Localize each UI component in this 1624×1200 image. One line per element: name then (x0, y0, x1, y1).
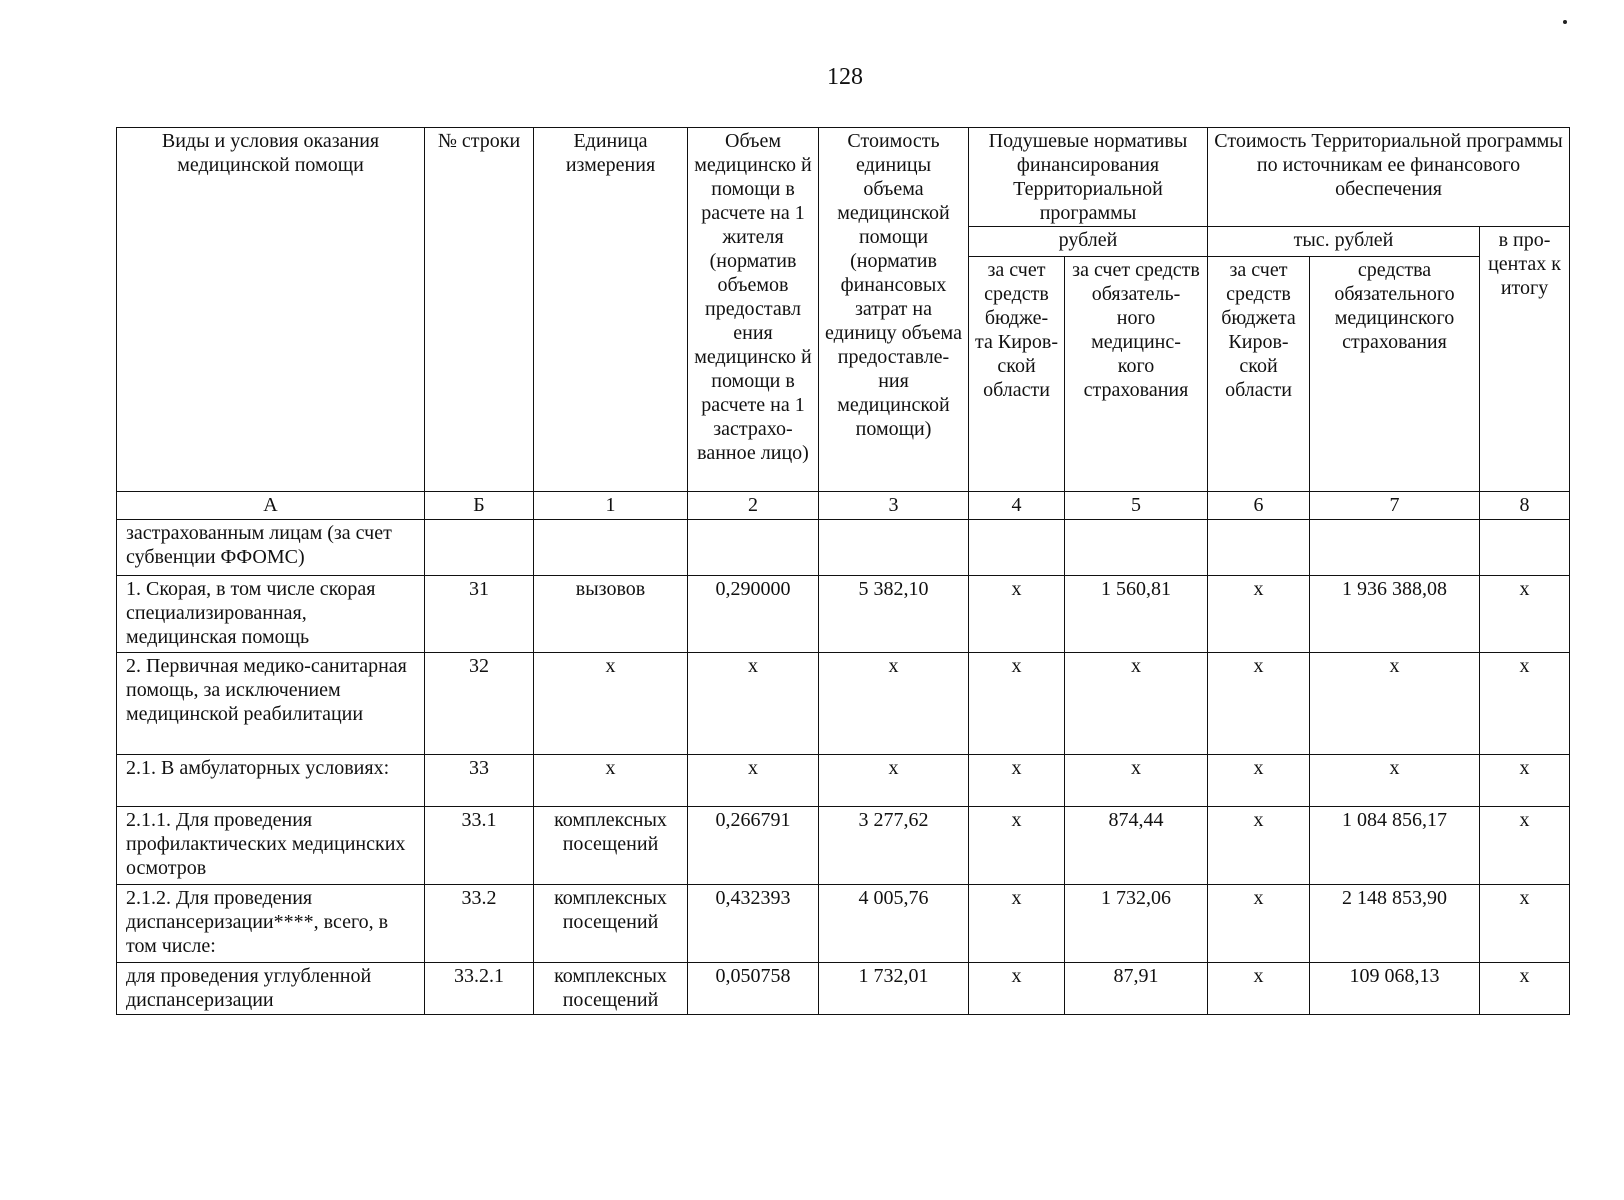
row-col7: 109 068,13 (1310, 963, 1480, 1015)
row-volume: 0,290000 (688, 576, 819, 653)
header-per-capita: Подушевые нормативы финансирования Территориальной программы (969, 128, 1208, 227)
row-col8: x (1480, 755, 1570, 807)
row-volume: 0,432393 (688, 885, 819, 963)
row-col6: x (1208, 807, 1310, 885)
row-unit: комплексных посещений (534, 885, 688, 963)
row-volume: x (688, 755, 819, 807)
col-index: 7 (1310, 492, 1480, 520)
header-rubles: рублей (969, 227, 1208, 257)
row-cost (819, 520, 969, 576)
row-col5 (1065, 520, 1208, 576)
col-index: 8 (1480, 492, 1570, 520)
col-index: 1 (534, 492, 688, 520)
header-pc-budget: за счет средств бюдже- та Киров- ской области (969, 257, 1065, 492)
row-number: 33.1 (425, 807, 534, 885)
row-col6: x (1208, 576, 1310, 653)
header-unit: Единица измерения (534, 128, 688, 492)
row-col8: x (1480, 576, 1570, 653)
row-volume: x (688, 653, 819, 755)
row-col7 (1310, 520, 1480, 576)
table-row (117, 885, 1570, 963)
row-col4: x (969, 653, 1065, 755)
row-col7: 1 936 388,08 (1310, 576, 1480, 653)
row-col7: x (1310, 755, 1480, 807)
row-col8: x (1480, 807, 1570, 885)
table-row (117, 807, 1570, 885)
table-row (117, 963, 1570, 1015)
row-col4: x (969, 755, 1065, 807)
row-cost: x (819, 653, 969, 755)
row-name: 2. Первичная медико-санитарная помощь, за исключением медицинской реабилитации (117, 653, 425, 755)
row-unit: x (534, 653, 688, 755)
table-row (117, 653, 1570, 755)
row-number: 33.2 (425, 885, 534, 963)
row-number: 32 (425, 653, 534, 755)
row-cost: 5 382,10 (819, 576, 969, 653)
row-col4: x (969, 807, 1065, 885)
row-name: 1. Скорая, в том числе скорая специализированная, медицинская помощь (117, 576, 425, 653)
col-index: 6 (1208, 492, 1310, 520)
row-name: для проведения углубленной диспансеризации (117, 963, 425, 1015)
table-row (117, 755, 1570, 807)
header-cost: Стоимость единицы объема медицинской помощи (норматив финансовых затрат на единицу объема предоставле- ния медицинской помощи) (819, 128, 969, 492)
table-row (117, 576, 1570, 653)
row-unit: комплексных посещений (534, 963, 688, 1015)
row-cost: 3 277,62 (819, 807, 969, 885)
row-name: застрахованным лицам (за счет субвенции ФФОМС) (117, 520, 425, 576)
row-col7: x (1310, 653, 1480, 755)
header-volume: Объем медицинско й помощи в расчете на 1 жителя (норматив объемов предоставл ения медицинско й помощи в расчете на 1 застрахо- ванное лицо) (688, 128, 819, 492)
row-col7: 2 148 853,90 (1310, 885, 1480, 963)
row-col4: x (969, 963, 1065, 1015)
header-types: Виды и условия оказания медицинской помощи (117, 128, 425, 492)
row-col4 (969, 520, 1065, 576)
row-col5: 87,91 (1065, 963, 1208, 1015)
row-col5: 1 560,81 (1065, 576, 1208, 653)
row-col6: x (1208, 653, 1310, 755)
header-thous-rubles: тыс. рублей (1208, 227, 1480, 257)
col-index: А (117, 492, 425, 520)
row-volume (688, 520, 819, 576)
row-col4: x (969, 576, 1065, 653)
row-col6: x (1208, 755, 1310, 807)
header-pc-oms: за счет средств обязатель- ного медицинс- кого страхования (1065, 257, 1208, 492)
row-name: 2.1. В амбулаторных условиях: (117, 755, 425, 807)
row-cost: 4 005,76 (819, 885, 969, 963)
col-index: 3 (819, 492, 969, 520)
row-unit (534, 520, 688, 576)
row-number: 33.2.1 (425, 963, 534, 1015)
header-percent: в про- центах к итогу (1480, 227, 1570, 492)
col-index: 5 (1065, 492, 1208, 520)
header-cost-oms: средства обязательного медицинского страхования (1310, 257, 1480, 492)
row-col7: 1 084 856,17 (1310, 807, 1480, 885)
row-unit: комплексных посещений (534, 807, 688, 885)
row-unit: x (534, 755, 688, 807)
col-index: Б (425, 492, 534, 520)
row-col4: x (969, 885, 1065, 963)
row-cost: x (819, 755, 969, 807)
header-row-no: № строки (425, 128, 534, 492)
row-name: 2.1.1. Для проведения профилактических медицинских осмотров (117, 807, 425, 885)
row-col5: x (1065, 653, 1208, 755)
row-col8 (1480, 520, 1570, 576)
row-col6: x (1208, 885, 1310, 963)
header-program-cost: Стоимость Территориальной программы по источникам ее финансового обеспечения (1208, 128, 1570, 227)
header-cost-budget: за счет средств бюджета Киров- ской области (1208, 257, 1310, 492)
row-col5: 1 732,06 (1065, 885, 1208, 963)
row-col5: x (1065, 755, 1208, 807)
row-cost: 1 732,01 (819, 963, 969, 1015)
row-col5: 874,44 (1065, 807, 1208, 885)
row-col6 (1208, 520, 1310, 576)
row-number: 33 (425, 755, 534, 807)
column-index-row (117, 492, 1570, 520)
row-name: 2.1.2. Для проведения диспансеризации****, всего, в том числе: (117, 885, 425, 963)
row-number: 31 (425, 576, 534, 653)
row-col6: x (1208, 963, 1310, 1015)
row-col8: x (1480, 653, 1570, 755)
table-row (117, 520, 1570, 576)
row-col8: x (1480, 963, 1570, 1015)
row-volume: 0,050758 (688, 963, 819, 1015)
row-col8: x (1480, 885, 1570, 963)
scan-dot (1563, 20, 1567, 24)
row-number (425, 520, 534, 576)
page-number: 128 (827, 64, 863, 90)
program-cost-table (116, 127, 1570, 1015)
row-unit: вызовов (534, 576, 688, 653)
row-volume: 0,266791 (688, 807, 819, 885)
col-index: 4 (969, 492, 1065, 520)
col-index: 2 (688, 492, 819, 520)
